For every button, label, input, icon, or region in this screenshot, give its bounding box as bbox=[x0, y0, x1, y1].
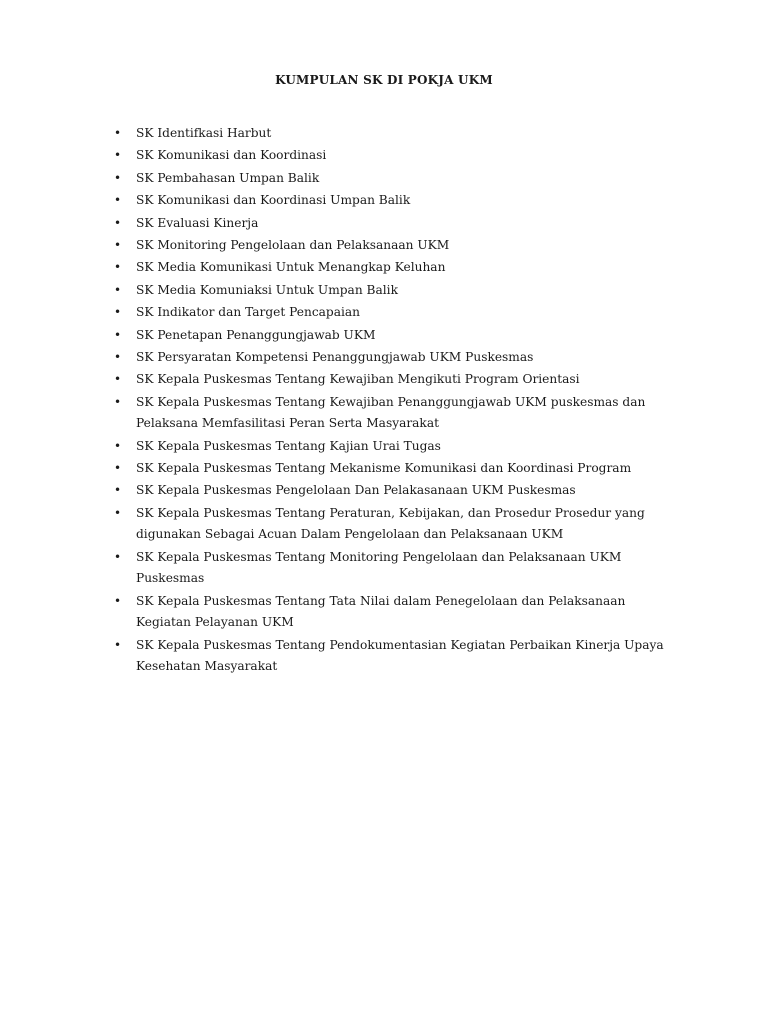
list-item-text: SK Media Komunikasi Untuk Menangkap Keluhan bbox=[136, 260, 446, 275]
list-item bbox=[112, 369, 672, 391]
list-item bbox=[112, 503, 672, 546]
list-item bbox=[112, 235, 672, 257]
list-item bbox=[112, 436, 672, 458]
bullet-icon: • bbox=[114, 193, 122, 208]
list-item-text: SK Media Komuniaksi Untuk Umpan Balik bbox=[136, 282, 398, 297]
list-item bbox=[112, 168, 672, 190]
list-item-text: SK Penetapan Penanggungjawab UKM bbox=[136, 327, 376, 342]
list-item bbox=[112, 547, 672, 590]
list-item-text: SK Komunikasi dan Koordinasi Umpan Balik bbox=[136, 193, 411, 208]
list-item bbox=[112, 458, 672, 480]
list-item-text: SK Indikator dan Target Pencapaian bbox=[136, 305, 361, 320]
bullet-icon: • bbox=[114, 349, 122, 364]
list-item bbox=[112, 591, 672, 634]
list-item-text: SK Kepala Puskesmas Tentang Peraturan, Kebijakan, dan Prosedur Prosedur yang digunakan Sebagai Acuan Dalam Pengelolaan dan Pelaksanaan UKM bbox=[136, 505, 645, 542]
bullet-icon: • bbox=[114, 237, 122, 252]
bullet-icon: • bbox=[114, 327, 122, 342]
bullet-icon: • bbox=[114, 305, 122, 320]
sk-list bbox=[112, 123, 672, 679]
list-item-text: SK Kepala Puskesmas Tentang Kajian Urai Tugas bbox=[136, 438, 441, 453]
list-item-text: SK Kepala Puskesmas Tentang Mekanisme Komunikasi dan Koordinasi Program bbox=[136, 461, 632, 476]
list-item-text: SK Kepala Puskesmas Tentang Pendokumentasian Kegiatan Perbaikan Kinerja Upaya Kesehatan Masyarakat bbox=[136, 637, 664, 674]
list-item bbox=[112, 302, 672, 324]
bullet-icon: • bbox=[114, 505, 122, 520]
document-title: KUMPULAN SK DI POKJA UKM bbox=[275, 73, 493, 87]
list-item-text: SK Kepala Puskesmas Tentang Tata Nilai dalam Penegelolaan dan Pelaksanaan Kegiatan Pelayanan UKM bbox=[136, 593, 626, 630]
list-item-text: SK Identifkasi Harbut bbox=[136, 126, 272, 140]
list-item bbox=[112, 145, 672, 167]
list-item-text: SK Kepala Puskesmas Pengelolaan Dan Pelakasanaan UKM Puskesmas bbox=[136, 483, 576, 498]
list-item bbox=[112, 635, 672, 678]
list-item bbox=[112, 325, 672, 347]
bullet-icon: • bbox=[114, 126, 122, 140]
list-item-text: SK Komunikasi dan Koordinasi bbox=[136, 148, 327, 163]
bullet-icon: • bbox=[114, 372, 122, 387]
bullet-icon: • bbox=[114, 282, 122, 297]
list-item bbox=[112, 480, 672, 502]
bullet-icon: • bbox=[114, 593, 122, 608]
bullet-icon: • bbox=[114, 260, 122, 275]
list-item-text: SK Pembahasan Umpan Balik bbox=[136, 170, 320, 185]
list-item-text: SK Kepala Puskesmas Tentang Monitoring Pengelolaan dan Pelaksanaan UKM Puskesmas bbox=[136, 549, 622, 586]
bullet-icon: • bbox=[114, 394, 122, 409]
list-item bbox=[112, 347, 672, 369]
bullet-icon: • bbox=[114, 438, 122, 453]
list-item-text: SK Persyaratan Kompetensi Penanggungjawab UKM Puskesmas bbox=[136, 349, 534, 364]
bullet-icon: • bbox=[114, 483, 122, 498]
list-item bbox=[112, 280, 672, 302]
list-item-text: SK Kepala Puskesmas Tentang Kewajiban Mengikuti Program Orientasi bbox=[136, 372, 580, 387]
list-item bbox=[112, 213, 672, 235]
bullet-icon: • bbox=[114, 461, 122, 476]
list-item-text: SK Monitoring Pengelolaan dan Pelaksanaan UKM bbox=[136, 237, 450, 252]
bullet-icon: • bbox=[114, 148, 122, 163]
list-item bbox=[112, 190, 672, 212]
list-item bbox=[112, 257, 672, 279]
bullet-icon: • bbox=[114, 549, 122, 564]
list-item-text: SK Kepala Puskesmas Tentang Kewajiban Penanggungjawab UKM puskesmas dan Pelaksana Memfasilitasi Peran Serta Masyarakat bbox=[136, 394, 646, 431]
bullet-icon: • bbox=[114, 637, 122, 652]
bullet-icon: • bbox=[114, 215, 122, 230]
list-item bbox=[112, 123, 672, 145]
list-item-text: SK Evaluasi Kinerja bbox=[136, 215, 259, 230]
bullet-icon: • bbox=[114, 170, 122, 185]
list-item bbox=[112, 392, 672, 435]
